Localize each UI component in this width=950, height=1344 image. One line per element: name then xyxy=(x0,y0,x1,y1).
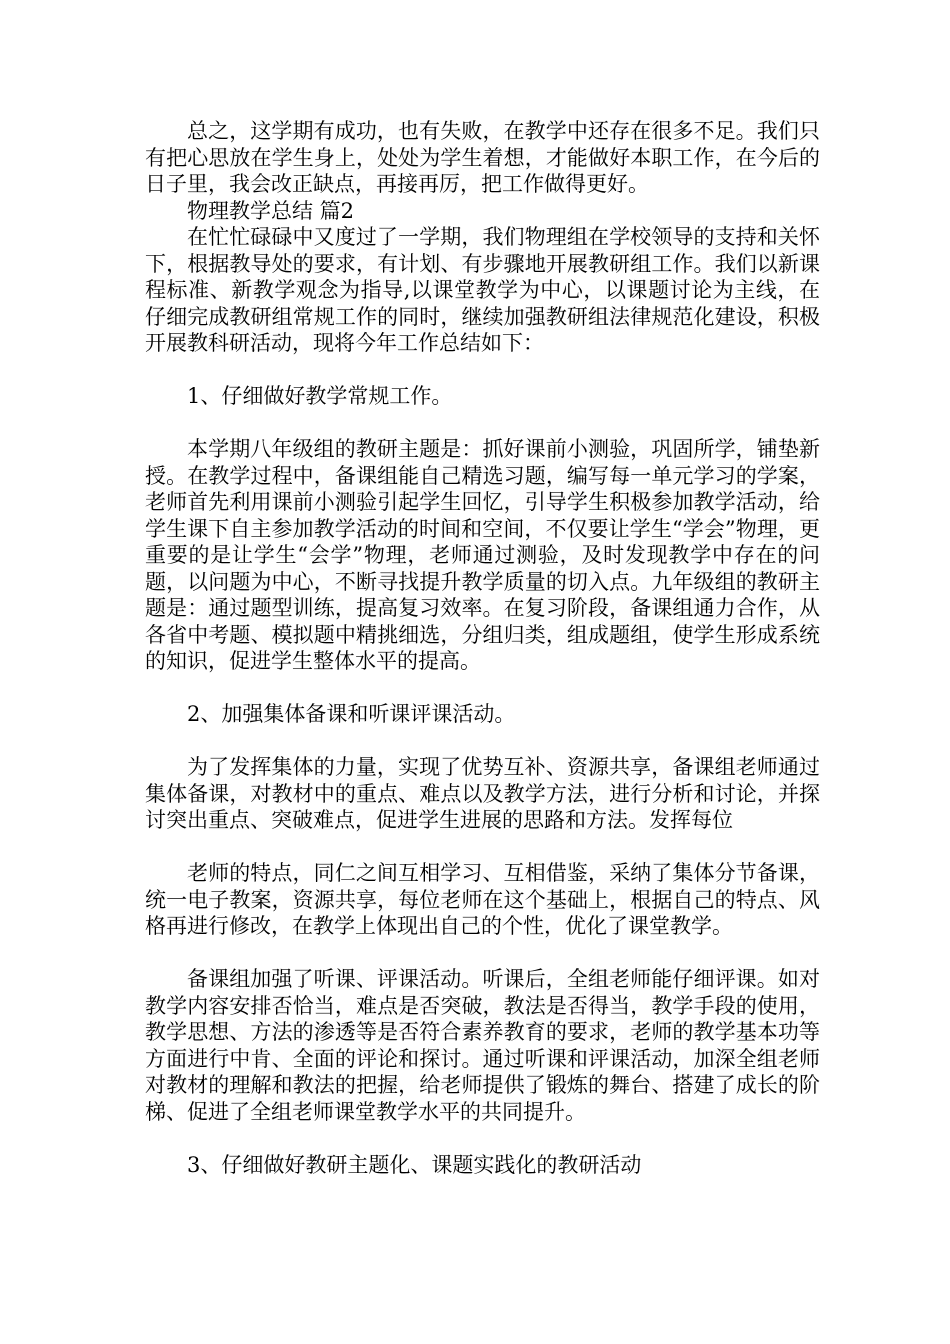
heading-item-3: 3、仔细做好教研主题化、课题实践化的教研活动 xyxy=(187,1152,642,1177)
spacer xyxy=(145,1125,820,1152)
paragraph-item-2-body-b: 老师的特点，同仁之间互相学习、互相借鉴，采纳了集体分节备课，统一电子教案，资源共享，每位老师在这个基础上，根据自己的特点、风格再进行修改，在教学上体现出自己的个性，优化了课堂教学。 xyxy=(145,861,820,938)
spacer xyxy=(145,410,820,437)
heading-item-2: 2、加强集体备课和听课评课活动。 xyxy=(187,702,516,726)
paragraph-intro: 在忙忙碌碌中又度过了一学期，我们物理组在学校领导的支持和关怀下，根据教导处的要求，有计划、有步骤地开展教研组工作。我们以新课程标准、新教学观念为指导,以课堂教学为中心，以课题讨论为主线，在仔细完成教研组常规工作的同时，继续加强教研组法律规范化建设，积极开展教科研活动，现将今年工作总结如下： xyxy=(145,225,820,355)
document-page xyxy=(145,118,820,1178)
section-title: 物理教学总结 篇2 xyxy=(187,198,355,223)
paragraph-item-1-body: 本学期八年级组的教研主题是：抓好课前小测验，巩固所学，铺垫新授。在教学过程中，备课组能自己精选习题，编写每一单元学习的学案，老师首先利用课前小测验引起学生回忆，引导学生积极参加教学活动，给学生课下自主参加教学活动的时间和空间，不仅要让学生“学会”物理，更重要的是让学生“会学”物理，老师通过测验，及时发现教学中存在的问题，以问题为中心，不断寻找提升教学质量的切入点。九年级组的教研主题是：通过题型训练，提高复习效率。在复习阶段，备课组通力合作，从各省中考题、模拟题中精挑细选，分组归类，组成题组，使学生形成系统的知识，促进学生整体水平的提高。 xyxy=(145,437,820,673)
spacer xyxy=(145,728,820,755)
spacer xyxy=(145,675,820,702)
spacer xyxy=(145,940,820,967)
spacer xyxy=(145,357,820,384)
paragraph-conclusion: 总之，这学期有成功，也有失败，在教学中还存在很多不足。我们只有把心思放在学生身上，处处为学生着想，才能做好本职工作，在今后的日子里，我会改正缺点，再接再厉，把工作做得更好。 xyxy=(145,119,820,196)
paragraph-item-2-body-c: 备课组加强了听课、评课活动。听课后，全组老师能仔细评课。如对教学内容安排否恰当，难点是否突破，教法是否得当，教学手段的使用，教学思想、方法的渗透等是否符合素养教育的要求，老师的教学基本功等方面进行中肯、全面的评论和探讨。通过听课和评课活动，加深全组老师对教材的理解和教法的把握，给老师提供了锻炼的舞台、搭建了成长的阶梯、促进了全组老师课堂教学水平的共同提升。 xyxy=(145,967,820,1124)
spacer xyxy=(145,834,820,861)
heading-item-1: 1、仔细做好教学常规工作。 xyxy=(187,384,453,408)
paragraph-item-2-body-a: 为了发挥集体的力量，实现了优势互补、资源共享，备课组老师通过集体备课，对教材中的重点、难点以及教学方法，进行分析和讨论，并探讨突出重点、突破难点，促进学生进展的思路和方法。发挥每位 xyxy=(145,755,820,832)
